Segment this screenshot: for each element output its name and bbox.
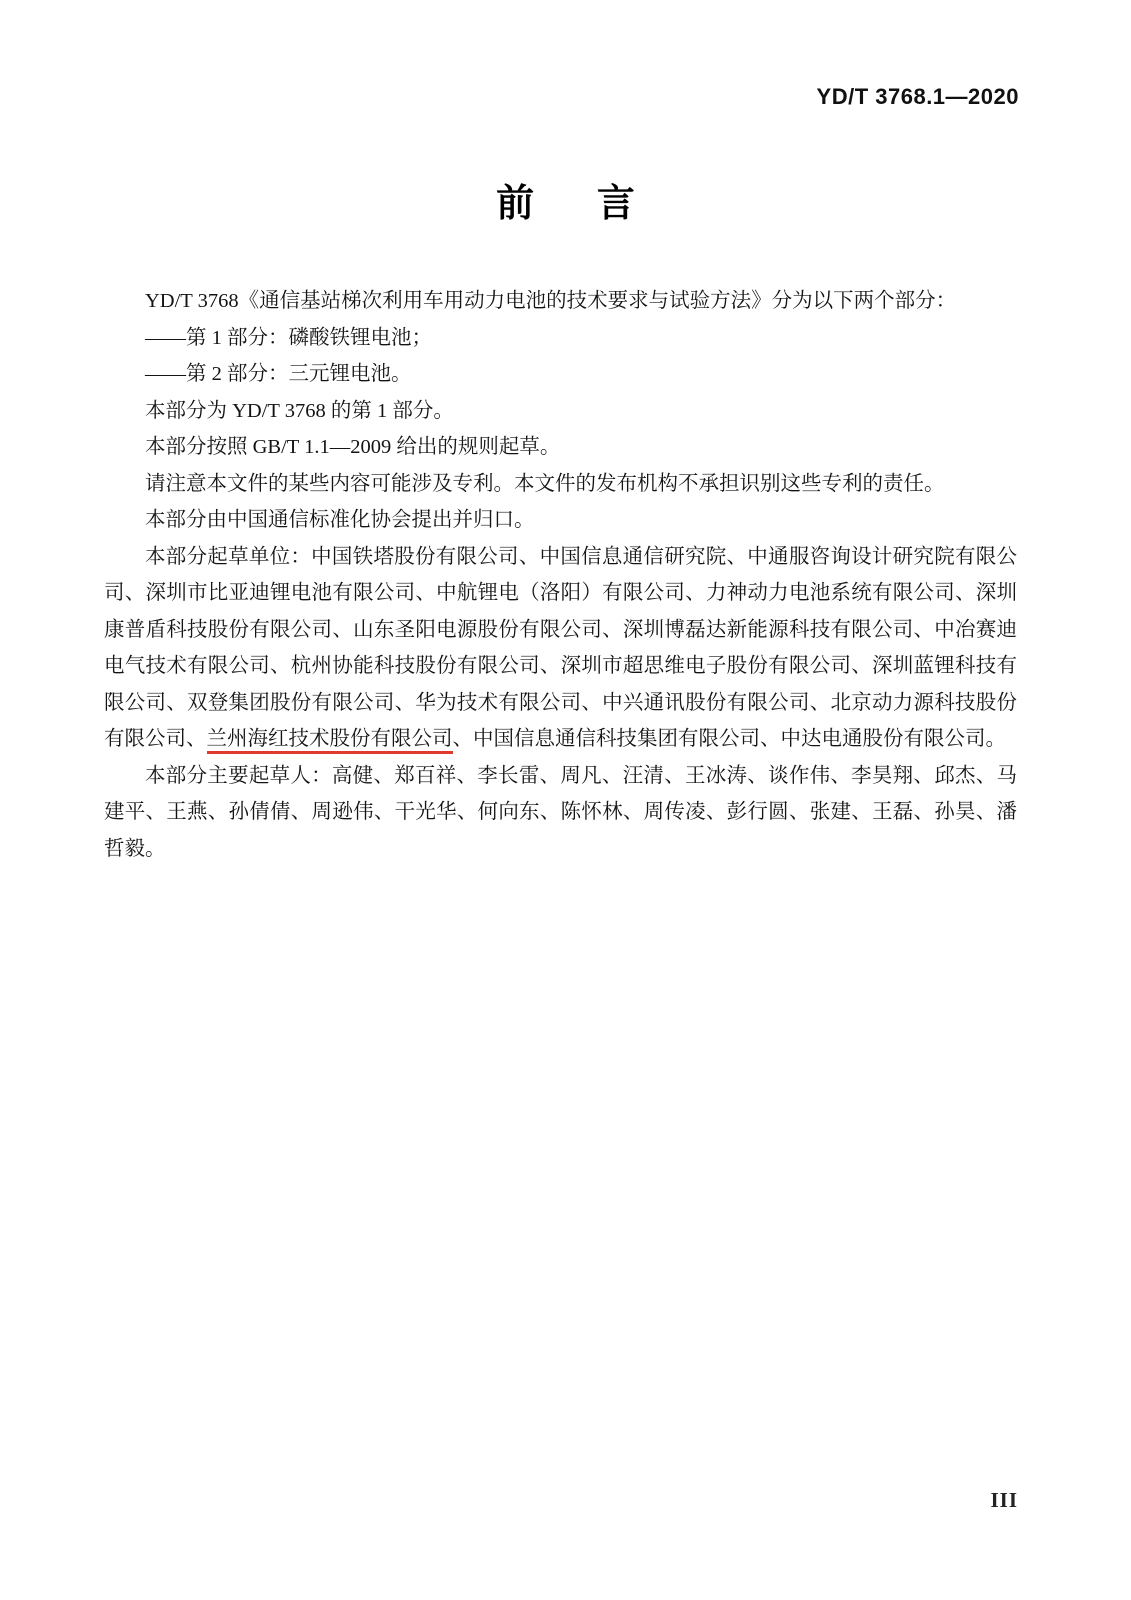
paragraph-patent-notice: 请注意本文件的某些内容可能涉及专利。本文件的发布机构不承担识别这些专利的责任。 [145, 472, 945, 495]
paragraph-drafting-units [104, 539, 1017, 758]
page-number: III [990, 1488, 1018, 1512]
paragraph-part1: ——第 1 部分：磷酸铁锂电池； [145, 326, 432, 349]
paragraph-proposed-by: 本部分由中国通信标准化协会提出并归口。 [145, 509, 535, 531]
foreword-body [104, 283, 1017, 867]
paragraph-part2: ——第 2 部分：三元锂电池。 [145, 363, 412, 385]
standard-number-header: YD/T 3768.1—2020 [816, 84, 1019, 109]
underlined-company-name: 兰州海红技术股份有限公司 [207, 728, 453, 754]
paragraph-drafting-rule: 本部分按照 GB/T 1.1—2009 给出的规则起草。 [145, 436, 561, 458]
drafting-units-text: 本部分起草单位：中国铁塔股份有限公司、中国信息通信研究院、中通服咨询设计研究院有限公司、深圳市比亚迪锂电池有限公司、中航锂电（洛阳）有限公司、力神动力电池系统有限公司、深圳康普盾科技股份有限公司、山东圣阳电源股份有限公司、深圳博磊达新能源科技有限公司、中冶赛迪电气技术有限公司、杭州协能科技股份有限公司、深圳市超思维电子股份有限公司、深圳蓝锂科技有限公司、双登集团股份有限公司、华为技术有限公司、中兴通讯股份有限公司、北京动力源科技股份有限公司、 [104, 545, 1017, 750]
drafting-units-text-tail: 、中国信息通信科技集团有限公司、中达电通股份有限公司。 [452, 728, 1006, 750]
paragraph-drafters: 本部分主要起草人：高健、郑百祥、李长雷、周凡、汪清、王冰涛、谈作伟、李昊翔、邱杰、马建平、王燕、孙倩倩、周逊伟、干光华、何向东、陈怀林、周传凌、彭行圆、张建、王磊、孙昊、潘哲毅。 [104, 764, 1017, 860]
paragraph-intro: YD/T 3768《通信基站梯次利用车用动力电池的技术要求与试验方法》分为以下两个部分： [145, 290, 957, 312]
paragraph-this-part: 本部分为 YD/T 3768 的第 1 部分。 [145, 399, 454, 422]
page-title: 前言 [496, 183, 698, 225]
